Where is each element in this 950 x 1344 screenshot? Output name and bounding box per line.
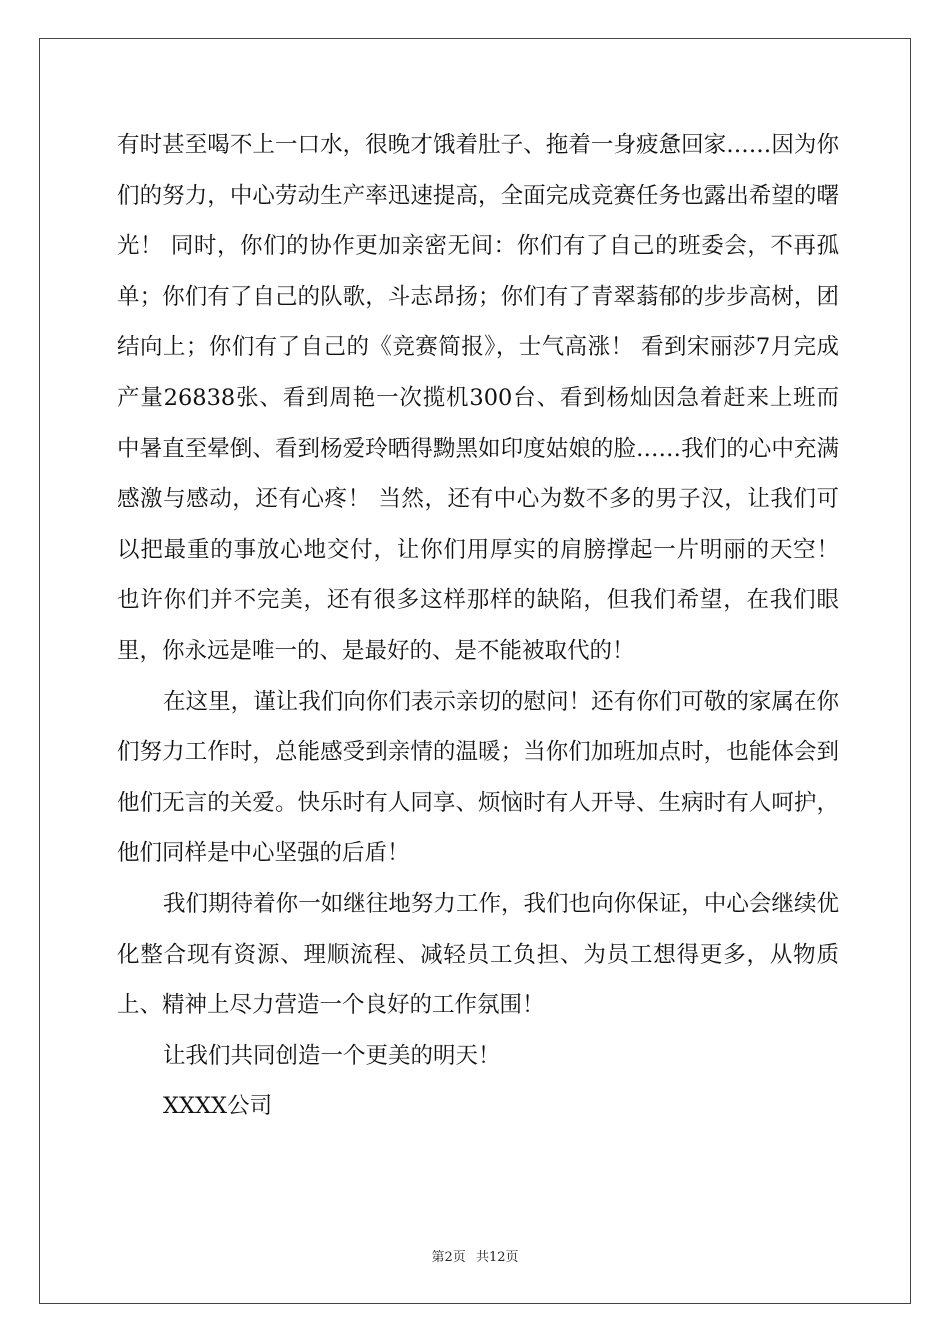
signature-company: XXXX公司: [163, 1093, 273, 1120]
page-total: 共12页: [475, 1250, 519, 1265]
paragraph-closing: 让我们共同创造一个更美的明天！: [163, 1042, 501, 1069]
page-footer: [0, 1246, 950, 1265]
paragraph-continued: 有时甚至喝不上一口水，很晚才饿着肚子、拖着一身疲惫回家……因为你们的努力，中心劳动生产率迅速提高，全面完成竞赛任务也露出希望的曙光！ 同时，你们的协作更加亲密无间：你们有了自己的班委会，不再孤单；你们有了自己的队歌，斗志昂扬；你们有了青翠蓊郁的步步高树，团结向上；你们有了自己的《竞赛简报》，士气高涨！ 看到宋丽莎7月完成产量26838张、看到周艳一次揽机300台、看到杨灿因急着赶来上班而中暑直至晕倒、看到杨爱玲晒得黝黑如印度姑娘的脸……我们的心中充满感激与感动，还有心疼！ 当然，还有中心为数不多的男子汉，让我们可以把最重的事放心地交付，让你们用厚实的肩膀撑起一片明丽的天空！ 也许你们并不完美，还有很多这样那样的缺陷，但我们希望，在我们眼里，你永远是唯一的、是最好的、是不能被取代的！: [117, 132, 839, 664]
paragraph-promise: 我们期待着你一如继往地努力工作，我们也向你保证，中心会继续优化整合现有资源、理顺流程、减轻员工负担、为员工想得更多，从物质上、精神上尽力营造一个良好的工作氛围！: [117, 890, 839, 1019]
page-number: 第2页: [431, 1250, 466, 1265]
document-body: [117, 120, 839, 1132]
paragraph-condolence: 在这里，谨让我们向你们表示亲切的慰问！还有你们可敬的家属在你们努力工作时，总能感受到亲情的温暖；当你们加班加点时，也能体会到他们无言的关爱。快乐时有人同享、烦恼时有人开导、生病时有人呵护，他们同样是中心坚强的后盾！: [117, 688, 839, 867]
